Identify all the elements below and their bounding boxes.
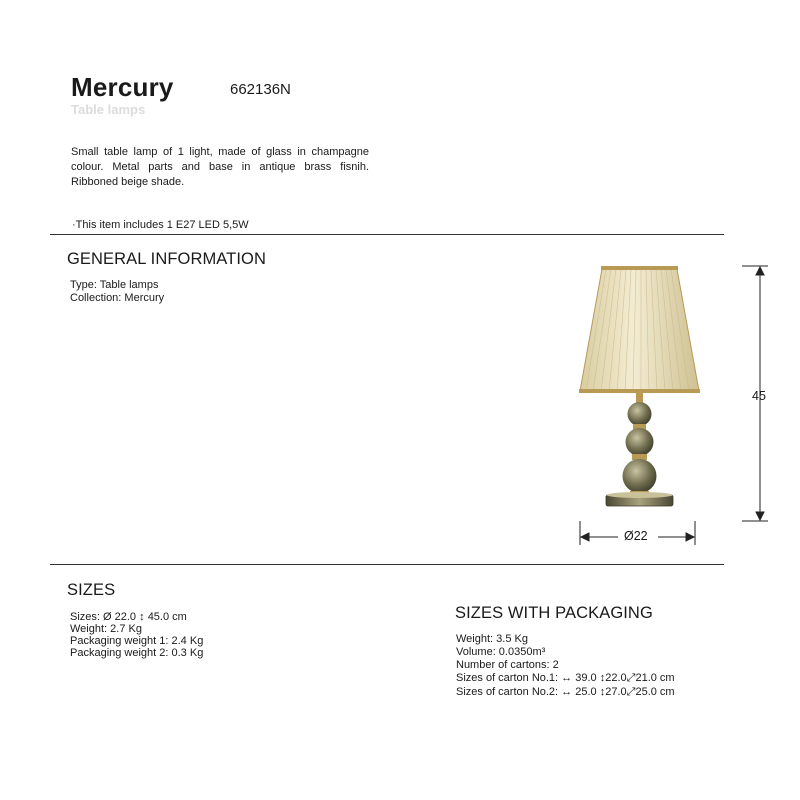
height-arrow-icon: ↕ bbox=[599, 686, 606, 698]
sizes-label: Sizes: bbox=[70, 611, 100, 623]
product-category: Table lamps bbox=[71, 102, 146, 117]
product-description: Small table lamp of 1 light, made of glass in champagne colour. Metal parts and base in antique brass fisnih. Ribboned beige shade. bbox=[71, 146, 369, 188]
lamp-shade bbox=[579, 266, 700, 393]
height-arrow-icon: ↕ bbox=[599, 672, 606, 684]
sizes-height: 45.0 cm bbox=[147, 611, 187, 623]
sizes-heading: SIZES bbox=[67, 581, 116, 599]
divider-bottom bbox=[50, 564, 724, 565]
carton-1-depth: 21.0 cm bbox=[635, 672, 675, 684]
carton-1-length: 39.0 bbox=[575, 672, 597, 684]
sizes-packaging-2: Packaging weight 2: 0.3 Kg bbox=[70, 647, 204, 659]
diameter-label: Ø22 bbox=[624, 529, 648, 543]
carton-2-line bbox=[456, 686, 675, 699]
height-label: 45 bbox=[752, 389, 766, 403]
sizes-line bbox=[70, 611, 187, 624]
packaging-volume: Volume: 0.0350m³ bbox=[456, 646, 546, 658]
packaging-cartons: Number of cartons: 2 bbox=[456, 659, 559, 671]
product-title: Mercury bbox=[71, 72, 174, 102]
packaging-weight: Weight: 3.5 Kg bbox=[456, 633, 528, 645]
sizes-diameter: Ø 22.0 bbox=[103, 611, 137, 623]
carton-1-height: 22.0 bbox=[605, 672, 627, 684]
general-collection: Collection: Mercury bbox=[70, 292, 165, 304]
sizes-weight: Weight: 2.7 Kg bbox=[70, 623, 142, 635]
sizes-packaging-1: Packaging weight 1: 2.4 Kg bbox=[70, 635, 204, 647]
general-type: Type: Table lamps bbox=[70, 279, 159, 291]
divider-top bbox=[50, 234, 724, 235]
carton-2-length: 25.0 bbox=[575, 686, 597, 698]
lamp-body bbox=[606, 393, 673, 506]
general-heading: GENERAL INFORMATION bbox=[67, 250, 266, 268]
carton-1-line bbox=[456, 672, 675, 685]
packaging-heading: SIZES WITH PACKAGING bbox=[455, 604, 653, 622]
carton-1-label: Sizes of carton No.1: bbox=[456, 672, 559, 684]
length-arrow-icon: ↔ bbox=[561, 672, 573, 684]
product-code: 662136N bbox=[230, 81, 291, 98]
carton-2-depth: 25.0 cm bbox=[635, 686, 675, 698]
height-arrow-icon: ↕ bbox=[139, 611, 145, 623]
lamp-diagram bbox=[560, 255, 780, 555]
length-arrow-icon: ↔ bbox=[561, 686, 573, 698]
carton-2-height: 27.0 bbox=[605, 686, 627, 698]
includes-note: ·This item includes 1 E27 LED 5,5W bbox=[72, 219, 249, 231]
depth-arrow-icon: ⤢ bbox=[626, 672, 636, 684]
depth-arrow-icon: ⤢ bbox=[626, 686, 636, 698]
carton-2-label: Sizes of carton No.2: bbox=[456, 686, 559, 698]
